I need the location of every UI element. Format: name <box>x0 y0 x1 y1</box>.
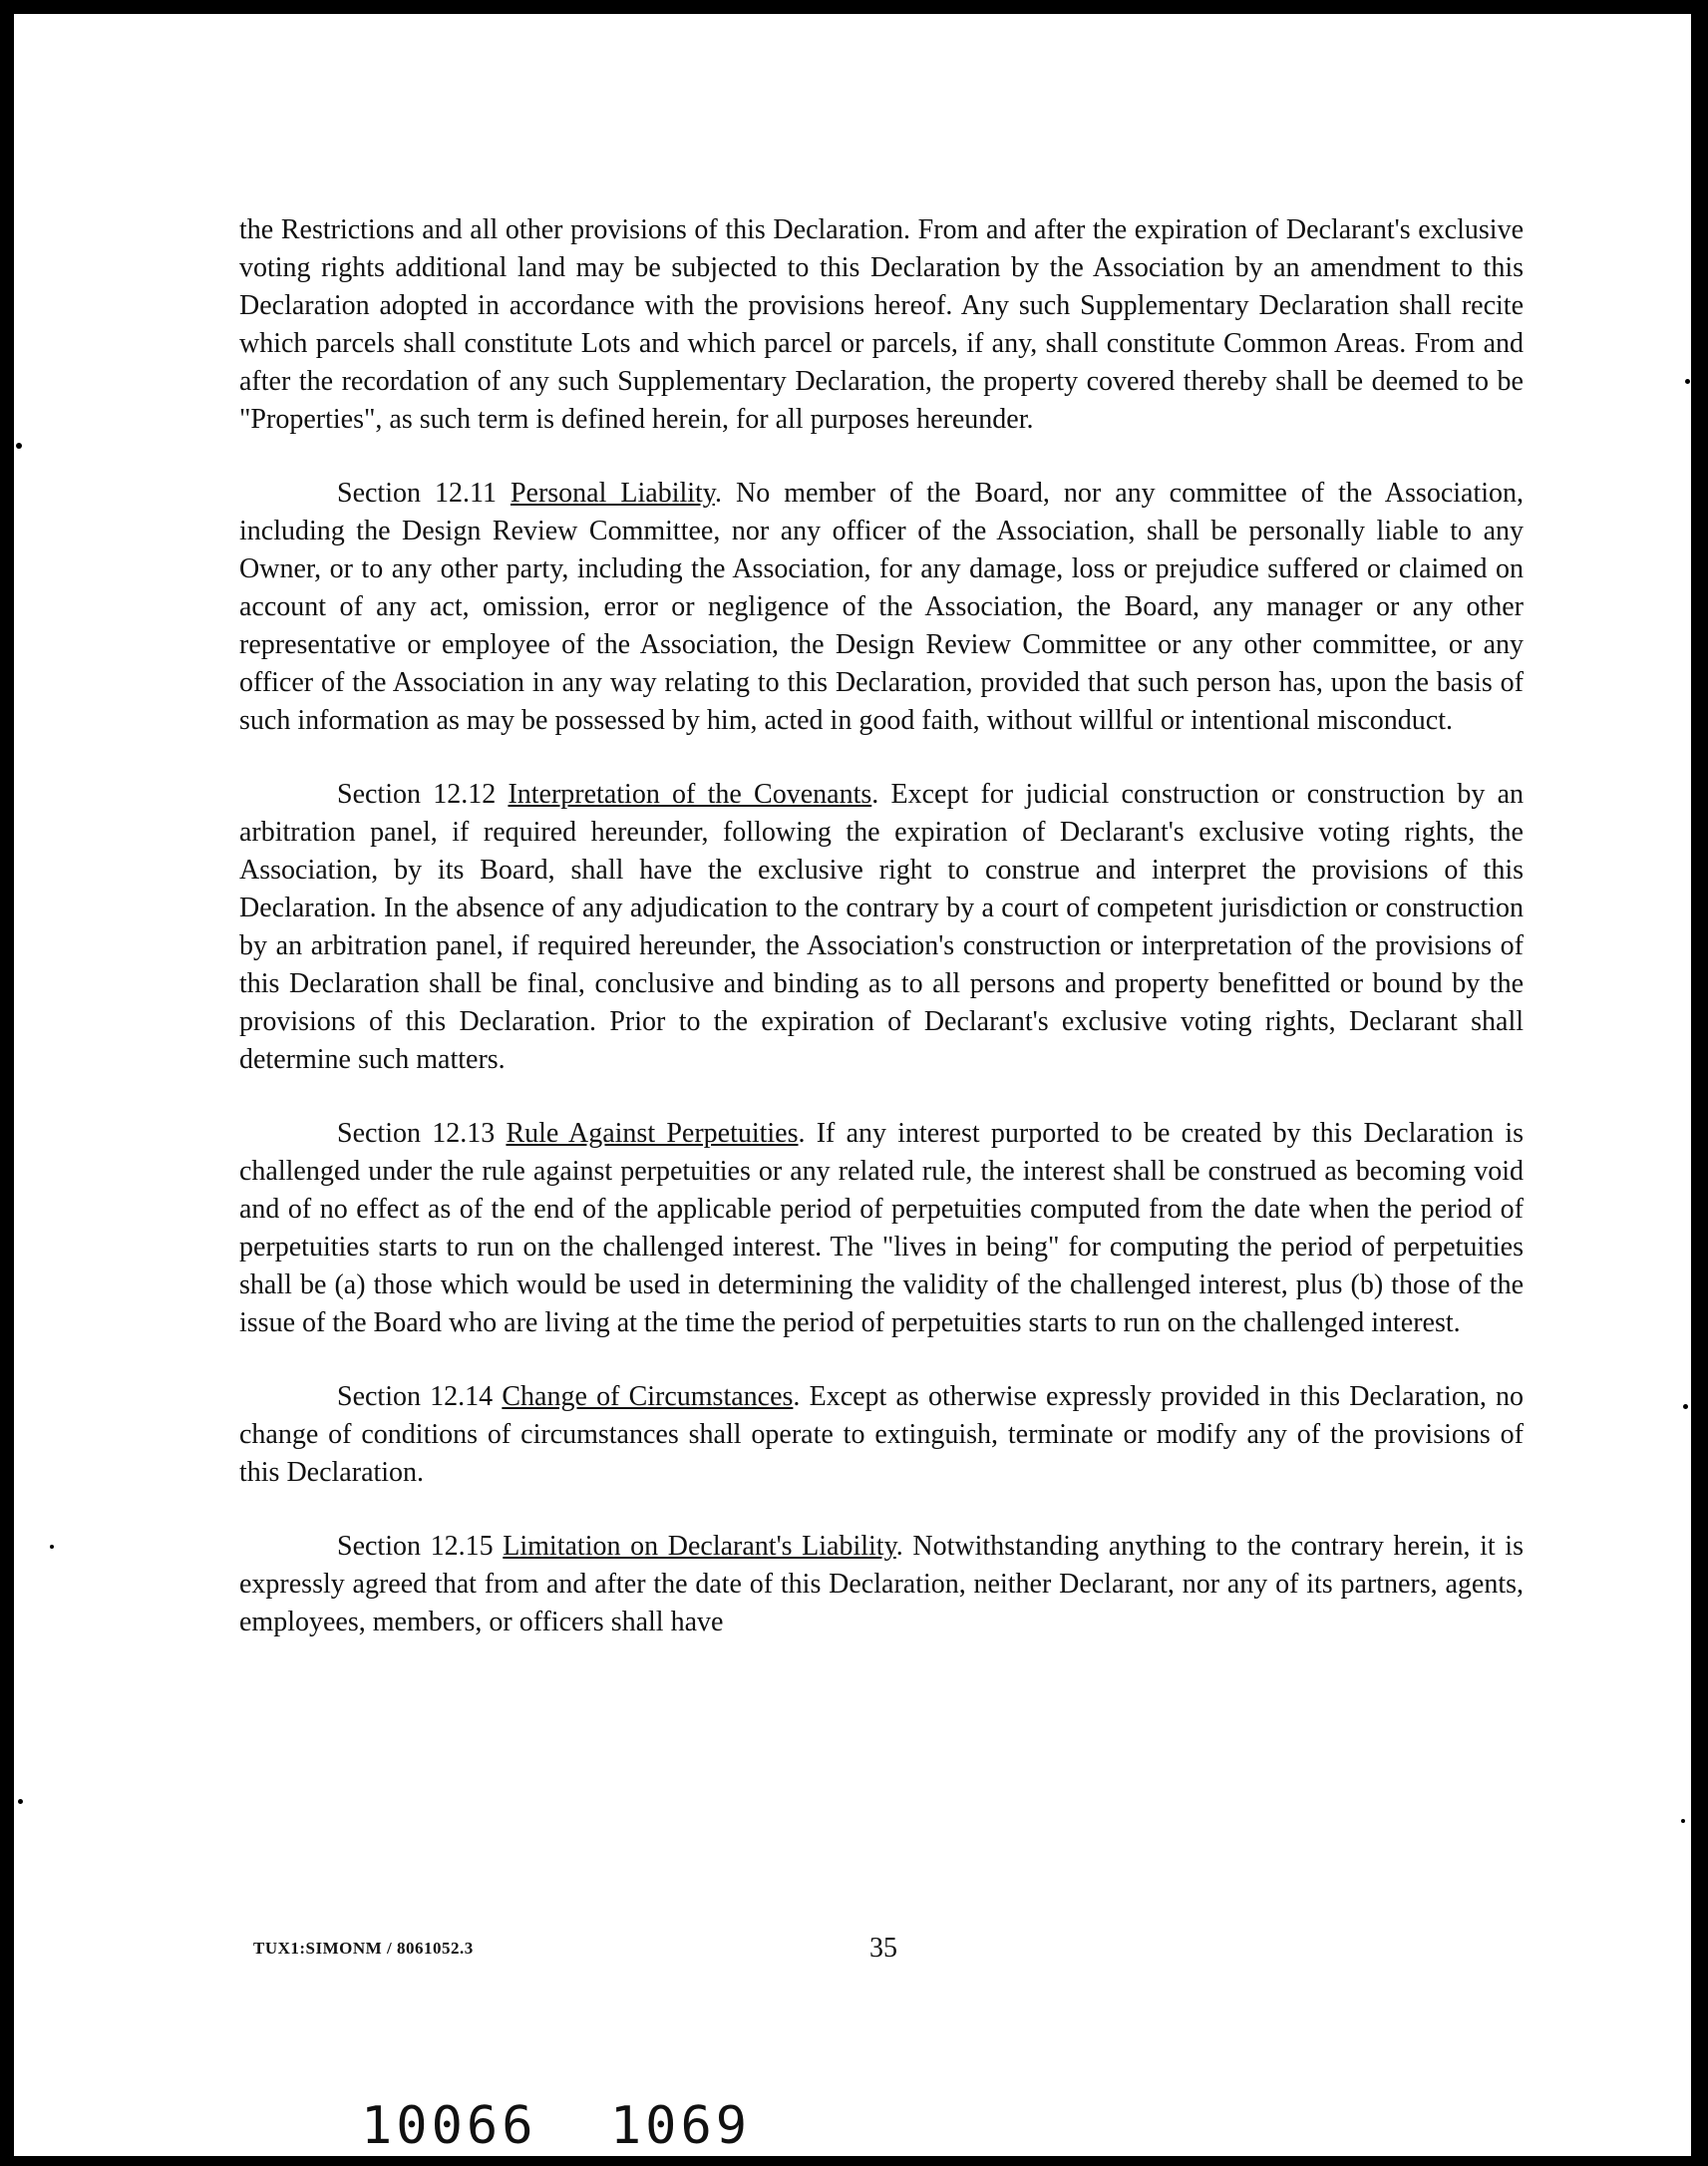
section-heading: Change of Circumstances <box>502 1381 794 1412</box>
section-text: Notwithstanding anything to the contrary herein, it is expressly agreed that from and after the date of this Declaration, neither Declarant, nor any of its partners, agents, employees, members, or officers shall have <box>239 1531 1524 1637</box>
footer-document-id: TUX1:SIMONM / 8061052.3 <box>253 1939 474 1958</box>
document-body <box>239 211 1524 1677</box>
section-number: Section 12.12 <box>337 779 497 810</box>
section-text: No member of the Board, nor any committee of the Association, including the Design Review Committee, nor any officer of the Association, shall be personally liable to any Owner, or to any other party, including the Association, for any damage, loss or prejudice suffered or claimed on account of any act, omission, error or negligence of the Association, the Board, any manager or any other representative or employee of the Association, the Design Review Committee or any other committee, or any officer of the Association in any way relating to this Declaration, provided that such person has, upon the basis of such information as may be possessed by him, acted in good faith, without willful or intentional misconduct. <box>239 478 1525 736</box>
section-heading: Interpretation of the Covenants <box>508 779 872 810</box>
section-12-12: Section 12.12 Interpretation of the Covenants. Except for judicial construction or construction by an arbitration panel, if required hereunder, following the expiration of Declarant's exclusive voting rights, the Association, by its Board, shall have the exclusive right to construe and interpret the provisions of this Declaration. In the absence of any adjudication to the contrary by a court of competent jurisdiction or construction by an arbitration panel, if required hereunder, the Association's construction or interpretation of the provisions of this Declaration shall be final, conclusive and binding as to all persons and property benefitted or bound by the provisions of this Declaration. Prior to the expiration of Declarant's exclusive voting rights, Declarant shall determine such matters. <box>239 779 1524 1075</box>
section-12-15: Section 12.15 Limitation on Declarant's Liability. Notwithstanding anything to the contrary herein, it is expressly agreed that from and after the date of this Declaration, neither Declarant, nor any of its partners, agents, employees, members, or officers shall have <box>239 1531 1524 1637</box>
section-heading: Personal Liability <box>510 478 715 509</box>
page-number: 35 <box>869 1933 897 1964</box>
scan-speck <box>16 443 22 449</box>
section-heading: Limitation on Declarant's Liability <box>503 1531 896 1562</box>
section-text: If any interest purported to be created by this Declaration is challenged under the rule against perpetuities or any related rule, the interest shall be construed as becoming void and of no effect as of the end of the applicable period of perpetuities computed from the date when the period of perpetuities starts to run on the challenged interest. The "lives in being" for computing the period of perpetuities shall be (a) those which would be used in determining the validity of the challenged interest, plus (b) those of the issue of the Board who are living at the time the period of perpetuities starts to run on the challenged interest. <box>239 1118 1525 1338</box>
section-number: Section 12.13 <box>337 1118 496 1149</box>
paragraph-text: the Restrictions and all other provisions of this Declaration. From and after the expiration of Declarant's exclusive voting rights additional land may be subjected to this Declaration by the Association by an amendment to this Declaration adopted in accordance with the provisions hereof. Any such Supplementary Declaration shall recite which parcels shall constitute Lots and which parcel or parcels, if any, shall constitute Common Areas. From and after the recordation of any such Supplementary Declaration, the property covered thereby shall be deemed to be "Properties", as such term is defined herein, for all purposes hereunder. <box>239 214 1524 435</box>
document-page <box>14 14 1691 2156</box>
scan-speck <box>1685 379 1690 384</box>
scan-speck <box>1681 1819 1685 1823</box>
recording-stamp: 10066 1069 <box>361 2096 752 2156</box>
scan-speck <box>1683 1404 1688 1409</box>
section-heading: Rule Against Perpetuities <box>506 1118 799 1149</box>
section-number: Section 12.11 <box>337 478 497 509</box>
scan-speck <box>18 1799 23 1804</box>
section-12-14: Section 12.14 Change of Circumstances. Except as otherwise expressly provided in this Declaration, no change of conditions of circumstances shall operate to extinguish, terminate or modify any of the provisions of this Declaration. <box>239 1381 1525 1488</box>
section-12-11: Section 12.11 Personal Liability. No member of the Board, nor any committee of the Association, including the Design Review Committee, nor any officer of the Association, shall be personally liable to any Owner, or to any other party, including the Association, for any damage, loss or prejudice suffered or claimed on account of any act, omission, error or negligence of the Association, the Board, any manager or any other representative or employee of the Association, the Design Review Committee or any other committee, or any officer of the Association in any way relating to this Declaration, provided that such person has, upon the basis of such information as may be possessed by him, acted in good faith, without willful or intentional misconduct. <box>239 478 1525 736</box>
section-12-13: Section 12.13 Rule Against Perpetuities. If any interest purported to be created by this Declaration is challenged under the rule against perpetuities or any related rule, the interest shall be construed as becoming void and of no effect as of the end of the applicable period of perpetuities computed from the date when the period of perpetuities starts to run on the challenged interest. The "lives in being" for computing the period of perpetuities shall be (a) those which would be used in determining the validity of the challenged interest, plus (b) those of the issue of the Board who are living at the time the period of perpetuities starts to run on the challenged interest. <box>239 1118 1525 1338</box>
paragraph-continuation <box>239 211 1524 439</box>
section-text: Except as otherwise expressly provided in this Declaration, no change of conditions of circumstances shall operate to extinguish, terminate or modify any of the provisions of this Declaration. <box>239 1381 1525 1488</box>
section-number: Section 12.15 <box>337 1531 494 1562</box>
section-text: Except for judicial construction or construction by an arbitration panel, if required hereunder, following the expiration of Declarant's exclusive voting rights, the Association, by its Board, shall have the exclusive right to construe and interpret the provisions of this Declaration. In the absence of any adjudication to the contrary by a court of competent jurisdiction or construction by an arbitration panel, if required hereunder, the Association's construction or interpretation of the provisions of this Declaration shall be final, conclusive and binding as to all persons and property benefitted or bound by the provisions of this Declaration. Prior to the expiration of Declarant's exclusive voting rights, Declarant shall determine such matters. <box>239 779 1524 1075</box>
section-number: Section 12.14 <box>337 1381 494 1412</box>
scan-speck <box>50 1545 54 1549</box>
